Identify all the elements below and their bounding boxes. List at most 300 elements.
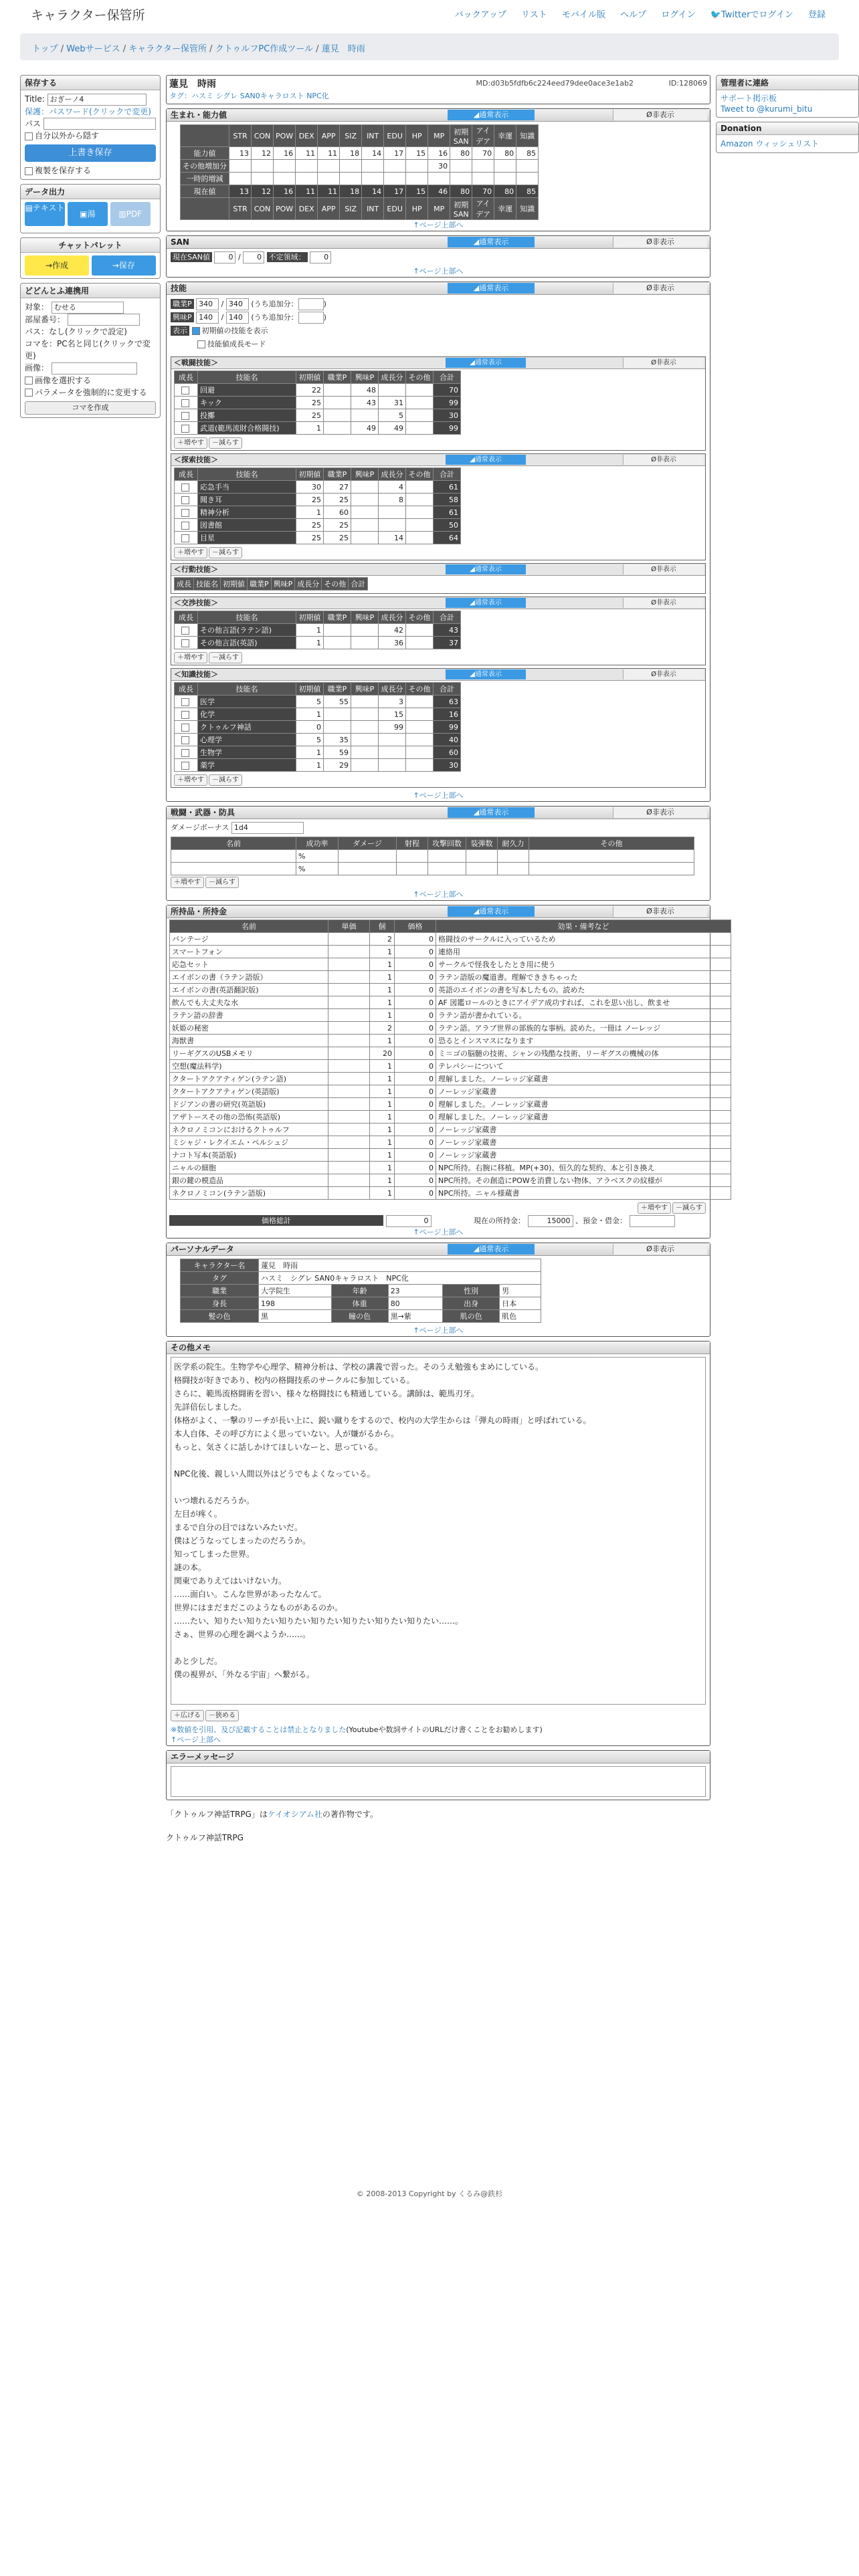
item-unit-price[interactable] xyxy=(328,1149,370,1162)
room-input[interactable] xyxy=(68,314,140,326)
item-count[interactable]: 1 xyxy=(370,1060,395,1073)
item-price[interactable]: 0 xyxy=(395,1187,436,1200)
item-name[interactable]: ナコト写本(英語版) xyxy=(170,1149,328,1162)
item-unit-price[interactable] xyxy=(328,1085,370,1098)
item-note[interactable]: ラテン語が書かれている。 xyxy=(436,1009,731,1022)
item-note[interactable]: ミ＝ゴの脳髄の技術、シャンの残酷な技術、リーギグスの機械の体 xyxy=(436,1047,731,1060)
memo-textarea[interactable]: 医学系の院生。生物学や心理学、精神分析は、学校の講義で習った。そのうえ勉強もまめにしている。 格闘技が好きであり、校内の格闘技系のサークルに参加している。 さらに、範馬流格闘術を習い、様々な格闘技にも精通している。講師は、範馬刃牙。 先詳倍伝しました。 体格がよく、一撃のリーチが長い上に、鋭い蹴りをするので、校内の大学生からは「弾丸の時雨」と呼ばれている。 本人自体、その呼び方によく思っていない。人が嫌がるから。 もっと、気さくに話しかけてほしいなーと、思っている。 NPC化後、親しい人間以外はどうでもよくなっている。 いつ壊れるだろうか。 左目が疼く。 まるで自分の目ではないみたいだ。 僕はどうなってしまったのだろうか。 知ってしまった世界。 謎の本。 関東でありえてはいけない力。 ……面白い。こんな世界があったなんて。 世界にはまだまだこのようなものがあるのか。 ……たい、知りたい知りたい知りたい知りたい知りたい知りたい知りたい……。 さぁ、世界の心理を調べようか……。 あと少しだ。 僕の視界が、「外なる宇宙」へ繋がる。 xyxy=(171,1357,706,1705)
personal-hide[interactable]: Ø非表示 xyxy=(613,1244,707,1255)
item-count[interactable]: 1 xyxy=(370,1174,395,1187)
add-row-button[interactable]: ＋増やす xyxy=(174,652,207,663)
sex-input[interactable]: 男 xyxy=(500,1285,541,1297)
item-name[interactable]: リーギグスのUSBメモリ xyxy=(170,1047,328,1060)
item-count[interactable]: 2 xyxy=(370,1022,395,1035)
weapons-hide[interactable]: Ø非表示 xyxy=(613,807,707,818)
password-link[interactable]: 保護：パスワード(クリックで変更) xyxy=(25,106,151,116)
item-price[interactable]: 0 xyxy=(395,1060,436,1073)
skill-value[interactable] xyxy=(351,695,379,708)
debt-input[interactable] xyxy=(630,1215,675,1227)
item-price[interactable]: 0 xyxy=(395,946,436,958)
nav-list[interactable]: リスト xyxy=(521,10,547,20)
item-count[interactable]: 2 xyxy=(370,933,395,946)
abilities-normal-mode[interactable]: ◢通常表示 xyxy=(448,110,535,120)
item-price[interactable]: 0 xyxy=(395,933,436,946)
ability-cell[interactable]: 11 xyxy=(318,147,340,160)
to-top-link[interactable]: ↑ページ上部へ xyxy=(413,1228,464,1237)
weapon-cell[interactable]: % xyxy=(296,850,339,863)
nav-twitter-login[interactable]: 🐦Twitterでログイン xyxy=(710,10,793,20)
skills-normal-mode[interactable]: ◢通常表示 xyxy=(448,283,535,294)
skill-value[interactable]: 25 xyxy=(324,519,351,532)
skills-hide[interactable]: Ø非表示 xyxy=(613,283,707,294)
memo-notice-link[interactable]: ※数値を引用、及び記載することは禁止となりました xyxy=(171,1725,347,1734)
item-note[interactable]: NPC所持。右腕に移植。MP(+30)、恒久的な契約、本と引き換え xyxy=(436,1162,731,1174)
growth-checkbox[interactable] xyxy=(175,759,198,772)
skill-value[interactable] xyxy=(406,422,434,435)
copy-checkbox[interactable] xyxy=(25,167,33,175)
item-count[interactable]: 1 xyxy=(370,1136,395,1149)
item-unit-price[interactable] xyxy=(328,946,370,958)
item-price[interactable]: 0 xyxy=(395,971,436,984)
item-name[interactable]: クタートアクアティゲン(ラテン語) xyxy=(170,1073,328,1085)
weapon-cell[interactable] xyxy=(498,850,529,863)
action-normal-mode[interactable]: ◢通常表示 xyxy=(446,564,526,574)
skill-value[interactable] xyxy=(351,734,379,746)
skill-value[interactable] xyxy=(406,532,434,544)
growth-checkbox[interactable] xyxy=(175,481,198,494)
skill-value[interactable] xyxy=(406,519,434,532)
skill-value[interactable] xyxy=(324,397,351,409)
skill-value[interactable] xyxy=(406,759,434,772)
remove-row-button[interactable]: －減らす xyxy=(209,547,242,558)
item-unit-price[interactable] xyxy=(328,958,370,971)
search-hide[interactable]: Ø非表示 xyxy=(623,455,704,465)
add-row-button[interactable]: ＋増やす xyxy=(174,774,207,786)
make-koma-button[interactable]: コマを作成 xyxy=(25,401,156,415)
skill-value[interactable] xyxy=(379,734,406,746)
weapon-cell[interactable] xyxy=(428,863,466,875)
skill-value[interactable] xyxy=(324,721,351,734)
item-name[interactable]: ネクロノミコンにおけるクトゥルフ xyxy=(170,1123,328,1136)
pass-input[interactable] xyxy=(43,118,156,130)
narrow-button[interactable]: －狭める xyxy=(205,1710,239,1721)
item-count[interactable]: 1 xyxy=(370,1123,395,1136)
hair-input[interactable]: 黒 xyxy=(259,1310,332,1323)
skill-value[interactable]: 5 xyxy=(379,409,406,422)
item-count[interactable]: 1 xyxy=(370,1111,395,1123)
negotiation-normal-mode[interactable]: ◢通常表示 xyxy=(446,598,526,608)
san-normal-mode[interactable]: ◢通常表示 xyxy=(448,237,535,247)
growth-checkbox[interactable] xyxy=(175,506,198,519)
item-price[interactable]: 0 xyxy=(395,1136,436,1149)
weapon-cell[interactable] xyxy=(397,850,428,863)
item-unit-price[interactable] xyxy=(328,996,370,1009)
item-unit-price[interactable] xyxy=(328,984,370,996)
item-count[interactable]: 1 xyxy=(370,958,395,971)
item-name[interactable]: クタートアクアティゲン(英語版) xyxy=(170,1085,328,1098)
growth-checkbox[interactable] xyxy=(175,637,198,649)
item-count[interactable]: 1 xyxy=(370,1009,395,1022)
tweet-link[interactable]: Tweet to @kurumi_bitu xyxy=(721,104,813,114)
skill-value[interactable]: 25 xyxy=(324,532,351,544)
damage-bonus-input[interactable]: 1d4 xyxy=(231,822,304,834)
growth-checkbox[interactable] xyxy=(175,409,198,422)
growth-checkbox[interactable] xyxy=(175,708,198,721)
weapon-cell[interactable] xyxy=(339,850,397,863)
skill-value[interactable] xyxy=(324,409,351,422)
growth-mode-checkbox[interactable] xyxy=(197,340,205,348)
skill-value[interactable]: 99 xyxy=(379,721,406,734)
skill-value[interactable]: 4 xyxy=(379,481,406,494)
growth-checkbox[interactable] xyxy=(175,624,198,637)
item-unit-price[interactable] xyxy=(328,1098,370,1111)
weapon-cell[interactable]: % xyxy=(296,863,339,875)
tag-input[interactable]: ハスミ シグレ SAN0キャラロスト NPC化 xyxy=(259,1272,541,1285)
eye-input[interactable]: 黒→紫 xyxy=(388,1310,442,1323)
skill-value[interactable] xyxy=(406,695,434,708)
skill-value[interactable] xyxy=(406,624,434,637)
item-note[interactable]: サークルで怪我をしたとき用に使う xyxy=(436,958,731,971)
skin-input[interactable]: 肌色 xyxy=(500,1310,541,1323)
item-note[interactable]: 理解しました。ノーレッジ家蔵書 xyxy=(436,1073,731,1085)
skill-value[interactable] xyxy=(406,734,434,746)
koma-note[interactable]: コマを：PC名と同じ(クリックで変更) xyxy=(25,339,151,360)
skill-value[interactable] xyxy=(351,494,379,506)
combat-hide[interactable]: Ø非表示 xyxy=(623,358,704,368)
skill-value[interactable]: 60 xyxy=(324,506,351,519)
skill-value[interactable] xyxy=(351,624,379,637)
remove-row-button[interactable]: －減らす xyxy=(209,652,242,663)
item-unit-price[interactable] xyxy=(328,1073,370,1085)
indef-input[interactable]: 0 xyxy=(310,251,331,263)
pass-note[interactable]: パス：なし(クリックで設定) xyxy=(25,327,127,336)
height-input[interactable]: 198 xyxy=(259,1297,332,1310)
ability-cell[interactable]: 12 xyxy=(252,147,274,160)
personal-normal-mode[interactable]: ◢通常表示 xyxy=(448,1244,535,1255)
items-hide[interactable]: Ø非表示 xyxy=(613,906,707,917)
item-price[interactable]: 0 xyxy=(395,1149,436,1162)
age-input[interactable]: 23 xyxy=(388,1285,442,1297)
item-price[interactable]: 0 xyxy=(395,984,436,996)
item-unit-price[interactable] xyxy=(328,933,370,946)
item-unit-price[interactable] xyxy=(328,1136,370,1149)
skill-value[interactable] xyxy=(351,759,379,772)
breadcrumb-storage[interactable]: キャラクター保管所 xyxy=(128,44,207,54)
weapon-cell[interactable] xyxy=(529,863,694,875)
skill-value[interactable] xyxy=(351,746,379,759)
skill-value[interactable] xyxy=(406,397,434,409)
item-price[interactable]: 0 xyxy=(395,1111,436,1123)
max-san-input[interactable]: 0 xyxy=(243,251,264,263)
item-price[interactable]: 0 xyxy=(395,1073,436,1085)
widen-button[interactable]: ＋広げる xyxy=(171,1710,204,1721)
skill-value[interactable]: 14 xyxy=(379,532,406,544)
weapon-cell[interactable] xyxy=(171,863,296,875)
knowledge-hide[interactable]: Ø非表示 xyxy=(623,669,704,679)
nav-register[interactable]: 登録 xyxy=(807,10,826,20)
item-unit-price[interactable] xyxy=(328,1162,370,1174)
skill-value[interactable]: 49 xyxy=(379,422,406,435)
item-unit-price[interactable] xyxy=(328,1060,370,1073)
remove-row-button[interactable]: －減らす xyxy=(209,437,242,449)
title-input[interactable]: おぎーノ4 xyxy=(47,94,147,106)
to-top-link[interactable]: ↑ページ上部へ xyxy=(413,221,464,229)
hobby-points-used[interactable]: 140 xyxy=(226,312,249,324)
ability-cell[interactable]: 11 xyxy=(296,147,318,160)
item-name[interactable]: 空想(魔法科学) xyxy=(170,1060,328,1073)
action-hide[interactable]: Ø非表示 xyxy=(623,564,704,574)
target-select[interactable]: むせる xyxy=(52,302,124,314)
skill-value[interactable]: 8 xyxy=(379,494,406,506)
item-count[interactable]: 1 xyxy=(370,1085,395,1098)
growth-checkbox[interactable] xyxy=(175,494,198,506)
amazon-wishlist-link[interactable]: Amazon ウィッシュリスト xyxy=(721,139,820,148)
to-top-link[interactable]: ↑ページ上部へ xyxy=(171,1735,221,1744)
nav-mobile[interactable]: モバイル版 xyxy=(561,10,605,20)
item-name[interactable]: アザトースその他の恐怖(英語版) xyxy=(170,1111,328,1123)
skill-value[interactable] xyxy=(406,506,434,519)
weapons-normal-mode[interactable]: ◢通常表示 xyxy=(448,807,535,818)
ability-cell[interactable]: 18 xyxy=(340,147,362,160)
skill-value[interactable] xyxy=(406,494,434,506)
skill-value[interactable]: 15 xyxy=(379,708,406,721)
skill-value[interactable]: 59 xyxy=(324,746,351,759)
hide-checkbox[interactable] xyxy=(25,132,33,140)
remove-item-button[interactable]: －減らす xyxy=(672,1202,706,1214)
image-select-checkbox[interactable] xyxy=(25,377,33,385)
ability-cell[interactable]: 15 xyxy=(406,147,428,160)
add-row-button[interactable]: ＋増やす xyxy=(174,547,207,558)
breadcrumb-tool[interactable]: クトゥルフPC作成ツール xyxy=(215,44,314,54)
item-count[interactable]: 1 xyxy=(370,1098,395,1111)
skill-value[interactable]: 36 xyxy=(379,637,406,649)
job-extra-input[interactable] xyxy=(298,298,324,310)
skill-value[interactable] xyxy=(379,384,406,397)
error-textarea[interactable] xyxy=(171,1766,706,1797)
item-price[interactable]: 0 xyxy=(395,1047,436,1060)
item-unit-price[interactable] xyxy=(328,1035,370,1047)
item-note[interactable]: 格闘技のサークルに入っているため xyxy=(436,933,731,946)
item-note[interactable]: 連絡用 xyxy=(436,946,731,958)
skill-value[interactable] xyxy=(324,624,351,637)
ability-cell[interactable]: 80 xyxy=(494,147,516,160)
item-name[interactable]: エイボンの書（ラテン語版） xyxy=(170,971,328,984)
chat-create-button[interactable]: →作成 xyxy=(25,255,89,276)
weapon-cell[interactable] xyxy=(466,863,498,875)
growth-checkbox[interactable] xyxy=(175,532,198,544)
nav-help[interactable]: ヘルプ xyxy=(620,10,647,20)
ability-cell[interactable]: 16 xyxy=(274,147,296,160)
item-name[interactable]: 銀の鍵の模造品 xyxy=(170,1174,328,1187)
character-tags[interactable]: タグ：ハスミ シグレ SAN0キャラロスト NPC化 xyxy=(169,92,329,100)
item-count[interactable]: 20 xyxy=(370,1047,395,1060)
skill-value[interactable]: 31 xyxy=(379,397,406,409)
item-note[interactable]: テレパシーについて xyxy=(436,1060,731,1073)
to-top-link[interactable]: ↑ページ上部へ xyxy=(413,267,464,276)
growth-checkbox[interactable] xyxy=(175,721,198,734)
skill-value[interactable] xyxy=(351,532,379,544)
item-unit-price[interactable] xyxy=(328,1009,370,1022)
item-note[interactable]: ラテン語版の魔道書。理解でききちゃった xyxy=(436,971,731,984)
skill-value[interactable] xyxy=(351,519,379,532)
skill-value[interactable]: 42 xyxy=(379,624,406,637)
chat-save-button[interactable]: →保存 xyxy=(92,255,156,276)
image-input[interactable] xyxy=(52,362,137,374)
overwrite-save-button[interactable]: 上書き保存 xyxy=(25,144,156,162)
item-note[interactable]: ノーレッジ家蔵書 xyxy=(436,1136,731,1149)
item-unit-price[interactable] xyxy=(328,1187,370,1200)
skill-value[interactable] xyxy=(351,506,379,519)
item-count[interactable]: 1 xyxy=(370,971,395,984)
item-note[interactable]: 恐るとインスマスになります xyxy=(436,1035,731,1047)
ability-cell[interactable]: 13 xyxy=(229,147,252,160)
item-price[interactable]: 0 xyxy=(395,1162,436,1174)
nav-login[interactable]: ログイン xyxy=(661,10,696,20)
skill-value[interactable] xyxy=(351,637,379,649)
skill-value[interactable] xyxy=(406,708,434,721)
ability-cell[interactable]: 80 xyxy=(450,147,472,160)
item-count[interactable]: 1 xyxy=(370,1162,395,1174)
skill-value[interactable]: 29 xyxy=(324,759,351,772)
skill-value[interactable]: 55 xyxy=(324,695,351,708)
weapon-cell[interactable] xyxy=(428,850,466,863)
items-normal-mode[interactable]: ◢通常表示 xyxy=(448,906,535,917)
item-price[interactable]: 0 xyxy=(395,1085,436,1098)
skill-value[interactable] xyxy=(406,746,434,759)
skill-value[interactable]: 3 xyxy=(379,695,406,708)
item-unit-price[interactable] xyxy=(328,1174,370,1187)
item-price[interactable]: 0 xyxy=(395,1022,436,1035)
weight-input[interactable]: 80 xyxy=(388,1297,442,1310)
growth-checkbox[interactable] xyxy=(175,384,198,397)
ability-cell[interactable]: 85 xyxy=(516,147,539,160)
item-name[interactable]: スマートフォン xyxy=(170,946,328,958)
skill-value[interactable] xyxy=(351,721,379,734)
knowledge-normal-mode[interactable]: ◢通常表示 xyxy=(446,669,526,679)
tmp-output-button[interactable]: ▣湯 xyxy=(68,202,108,226)
weapon-cell[interactable] xyxy=(397,863,428,875)
current-san-input[interactable]: 0 xyxy=(214,251,235,263)
skill-value[interactable] xyxy=(406,409,434,422)
skill-value[interactable]: 25 xyxy=(324,494,351,506)
to-top-link[interactable]: ↑ページ上部へ xyxy=(413,1326,464,1335)
skill-value[interactable]: 27 xyxy=(324,481,351,494)
growth-checkbox[interactable] xyxy=(175,422,198,435)
item-note[interactable]: 理解しました。ノーレッジ家蔵書 xyxy=(436,1111,731,1123)
abilities-hide[interactable]: Ø非表示 xyxy=(613,110,707,120)
item-count[interactable]: 1 xyxy=(370,1187,395,1200)
item-name[interactable]: ミシャジ・レクイエム・ペルシュジ xyxy=(170,1136,328,1149)
skill-value[interactable] xyxy=(324,384,351,397)
skill-value[interactable]: 48 xyxy=(351,384,379,397)
weapon-cell[interactable] xyxy=(171,850,296,863)
combat-normal-mode[interactable]: ◢通常表示 xyxy=(446,358,526,368)
ability-cell[interactable]: 70 xyxy=(472,147,494,160)
item-note[interactable]: 理解しました。ノーレッジ家蔵書 xyxy=(436,1098,731,1111)
item-name[interactable]: ドジアンの書の研究(英語版) xyxy=(170,1098,328,1111)
item-unit-price[interactable] xyxy=(328,1047,370,1060)
item-name[interactable]: 飲んでも大丈夫な水 xyxy=(170,996,328,1009)
item-note[interactable]: NPC所持。その創造にPOWを消費しない物体、アラベスクの紋様が xyxy=(436,1174,731,1187)
to-top-link[interactable]: ↑ページ上部へ xyxy=(413,791,464,800)
job-points-used[interactable]: 340 xyxy=(226,298,249,310)
negotiation-hide[interactable]: Ø非表示 xyxy=(623,598,704,608)
growth-checkbox[interactable] xyxy=(175,519,198,532)
skill-value[interactable] xyxy=(351,708,379,721)
skill-value[interactable]: 35 xyxy=(324,734,351,746)
remove-row-button[interactable]: －減らす xyxy=(209,774,242,786)
item-note[interactable]: ノーレッジ家蔵書 xyxy=(436,1085,731,1098)
item-name[interactable]: 応急セット xyxy=(170,958,328,971)
skill-value[interactable] xyxy=(351,481,379,494)
item-name[interactable]: ニャルの細胞 xyxy=(170,1162,328,1174)
item-name[interactable]: ネクロノミコン(ラテン語版) xyxy=(170,1187,328,1200)
site-brand[interactable]: キャラクター保管所 xyxy=(31,8,145,23)
item-price[interactable]: 0 xyxy=(395,1035,436,1047)
breadcrumb-web[interactable]: Webサービス xyxy=(66,44,120,54)
item-note[interactable]: ノーレッジ家蔵書 xyxy=(436,1149,731,1162)
growth-checkbox[interactable] xyxy=(175,734,198,746)
remove-weapon-button[interactable]: －減らす xyxy=(205,877,239,888)
skill-value[interactable] xyxy=(379,506,406,519)
item-note[interactable]: AF 図鑑ロールのときにアイデア成功すれば、これを思い出し、飲ませ xyxy=(436,996,731,1009)
item-price[interactable]: 0 xyxy=(395,1009,436,1022)
item-name[interactable]: バンテージ xyxy=(170,933,328,946)
add-row-button[interactable]: ＋増やす xyxy=(174,437,207,449)
item-name[interactable]: 妖姫の秘密 xyxy=(170,1022,328,1035)
skill-value[interactable] xyxy=(406,481,434,494)
skill-value[interactable] xyxy=(351,409,379,422)
ability-cell[interactable]: 17 xyxy=(384,147,406,160)
ability-cell[interactable]: 14 xyxy=(362,147,384,160)
weapon-cell[interactable] xyxy=(466,850,498,863)
skill-value[interactable] xyxy=(324,708,351,721)
item-count[interactable]: 1 xyxy=(370,946,395,958)
pdf-output-button[interactable]: ▥PDF xyxy=(110,202,151,226)
weapon-cell[interactable] xyxy=(339,863,397,875)
item-name[interactable]: ラテン語の辞書 xyxy=(170,1009,328,1022)
skill-value[interactable]: 43 xyxy=(351,397,379,409)
show-initial-checkbox[interactable] xyxy=(192,327,200,335)
item-unit-price[interactable] xyxy=(328,1111,370,1123)
support-board-link[interactable]: サポート掲示板 xyxy=(721,94,777,103)
item-note[interactable]: 英語のエイボンの書を写本したもの。読めた xyxy=(436,984,731,996)
item-count[interactable]: 1 xyxy=(370,984,395,996)
weapon-cell[interactable] xyxy=(498,863,529,875)
item-unit-price[interactable] xyxy=(328,1123,370,1136)
item-count[interactable]: 1 xyxy=(370,1073,395,1085)
item-price[interactable]: 0 xyxy=(395,996,436,1009)
item-note[interactable]: NPC所持。ニャル様蔵書 xyxy=(436,1187,731,1200)
hobby-extra-input[interactable] xyxy=(298,312,324,324)
skill-value[interactable] xyxy=(379,759,406,772)
item-name[interactable]: 海獣書 xyxy=(170,1035,328,1047)
add-weapon-button[interactable]: ＋増やす xyxy=(171,877,204,888)
name-input[interactable]: 蓮見 時雨 xyxy=(259,1259,541,1272)
search-normal-mode[interactable]: ◢通常表示 xyxy=(446,455,526,465)
skill-value[interactable] xyxy=(324,422,351,435)
skill-value[interactable] xyxy=(406,384,434,397)
breadcrumb-top[interactable]: トップ xyxy=(32,44,58,54)
skill-value[interactable] xyxy=(379,519,406,532)
add-item-button[interactable]: ＋増やす xyxy=(638,1202,671,1214)
breadcrumb-current[interactable]: 蓮見 時雨 xyxy=(321,44,365,54)
growth-checkbox[interactable] xyxy=(175,397,198,409)
item-unit-price[interactable] xyxy=(328,971,370,984)
weapon-cell[interactable] xyxy=(529,850,694,863)
item-count[interactable]: 1 xyxy=(370,996,395,1009)
item-count[interactable]: 1 xyxy=(370,1149,395,1162)
